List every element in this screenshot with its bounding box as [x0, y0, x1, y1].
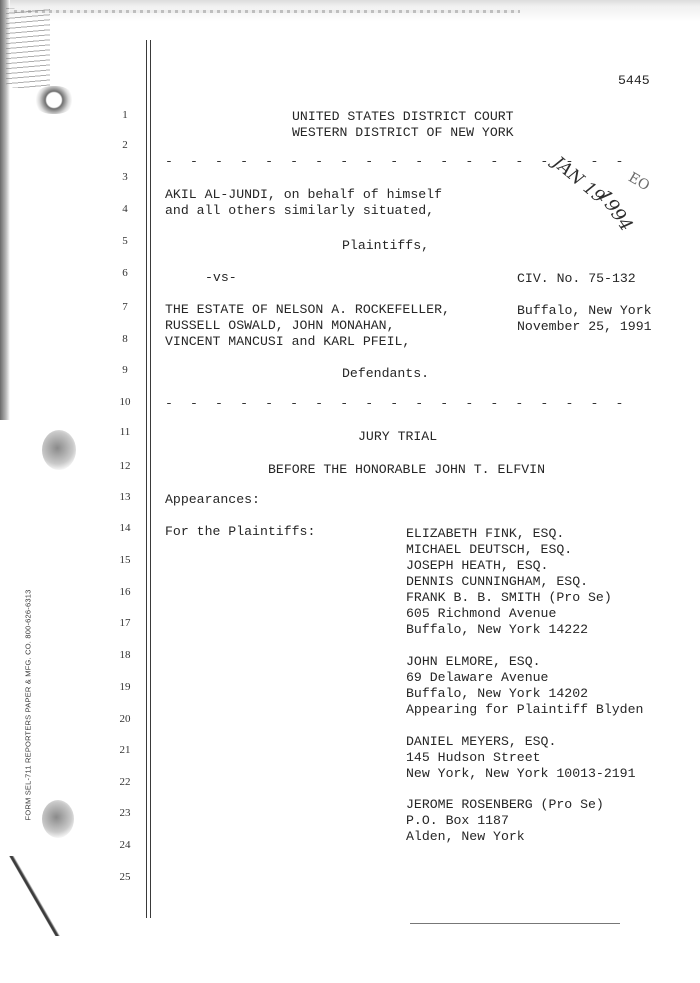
line-number: 11 [119, 426, 131, 438]
counsel-line: JOHN ELMORE, ESQ. [406, 654, 541, 669]
bottom-rule [410, 923, 620, 924]
line-number: 17 [119, 617, 131, 629]
defendants-role: Defendants. [342, 366, 430, 381]
line-number: 22 [119, 776, 131, 788]
line-number: 25 [119, 871, 131, 883]
plaintiffs-role: Plaintiffs, [342, 238, 430, 253]
counsel-line: JOSEPH HEATH, ESQ. [406, 558, 549, 573]
line-number: 2 [122, 139, 128, 151]
case-number: CIV. No. 75-132 [517, 271, 636, 286]
received-date-stamp [540, 152, 670, 260]
plaintiff-name: AKIL AL-JUNDI, on behalf of himself [165, 187, 442, 202]
line-number: 23 [119, 807, 131, 819]
form-footer-text: FORM SEL-711 REPORTERS PAPER & MFG. CO. 800-626-6313 [23, 589, 33, 821]
plaintiff-class: and all others similarly situated, [165, 203, 435, 218]
court-name: UNITED STATES DISTRICT COURT [292, 109, 514, 124]
line-number: 5 [122, 235, 128, 247]
line-number: 21 [119, 744, 131, 756]
defendant-line-3: VINCENT MANCUSI and KARL PFEIL, [165, 334, 411, 349]
counsel-line: DENNIS CUNNINGHAM, ESQ. [406, 574, 589, 589]
counsel-line: Appearing for Plaintiff Blyden [406, 702, 644, 717]
court-district: WESTERN DISTRICT OF NEW YORK [292, 125, 514, 140]
punch-hole-top [34, 86, 74, 114]
caption-separator-top: - - - - - - - - - - - - - - - - - - - [165, 154, 629, 169]
caption-separator-bottom: - - - - - - - - - - - - - - - - - - - [165, 396, 629, 411]
counsel-line: P.O. Box 1187 [406, 813, 509, 828]
form-footer-vertical [18, 550, 38, 860]
counsel-line: New York, New York 10013-2191 [406, 766, 636, 781]
stamp-year: 1994 [593, 185, 637, 236]
page-number: 5445 [618, 73, 650, 88]
counsel-line: Alden, New York [406, 829, 525, 844]
proceeding-title: JURY TRIAL [358, 429, 438, 444]
case-location: Buffalo, New York [517, 303, 652, 318]
line-number: 14 [119, 522, 131, 534]
line-number: 12 [119, 460, 131, 472]
plaintiffs-counsel-label: For the Plaintiffs: [165, 524, 316, 539]
margin-rule-left [146, 40, 147, 918]
margin-rule-right [150, 40, 151, 918]
stamp-date: JAN 19 [548, 152, 609, 208]
counsel-line: FRANK B. B. SMITH (Pro Se) [406, 590, 612, 605]
punch-hole-bottom [42, 800, 74, 838]
line-number: 8 [122, 333, 128, 345]
line-number: 6 [122, 267, 128, 279]
line-number: 7 [122, 301, 128, 313]
line-number: 10 [119, 396, 131, 408]
line-number: 9 [122, 364, 128, 376]
case-date: November 25, 1991 [517, 319, 652, 334]
counsel-line: 145 Hudson Street [406, 750, 541, 765]
line-number: 3 [122, 171, 128, 183]
punch-hole-middle [42, 430, 76, 470]
counsel-line: Buffalo, New York 14222 [406, 622, 589, 637]
scan-edge-top [0, 0, 700, 26]
counsel-line: ELIZABETH FINK, ESQ. [406, 526, 565, 541]
counsel-line: 69 Delaware Avenue [406, 670, 549, 685]
defendant-line-1: THE ESTATE OF NELSON A. ROCKEFELLER, [165, 302, 450, 317]
defendant-line-2: RUSSELL OSWALD, JOHN MONAHAN, [165, 318, 395, 333]
line-number: 24 [119, 839, 131, 851]
line-number: 4 [122, 203, 128, 215]
line-number: 16 [119, 586, 131, 598]
judge-line: BEFORE THE HONORABLE JOHN T. ELFVIN [268, 462, 545, 477]
scan-corner-mark [4, 856, 64, 936]
versus-label: -vs- [205, 270, 237, 285]
appearances-label: Appearances: [165, 492, 260, 507]
line-number: 19 [119, 681, 131, 693]
counsel-line: 605 Richmond Avenue [406, 606, 557, 621]
counsel-line: DANIEL MEYERS, ESQ. [406, 734, 557, 749]
line-number: 13 [119, 491, 131, 503]
counsel-line: JEROME ROSENBERG (Pro Se) [406, 797, 604, 812]
line-number: 1 [122, 109, 128, 121]
scan-noise-band [0, 10, 520, 13]
line-number: 15 [119, 554, 131, 566]
counsel-line: Buffalo, New York 14202 [406, 686, 589, 701]
binder-hatching [6, 8, 50, 88]
line-number: 18 [119, 649, 131, 661]
stamp-suffix: EO [625, 169, 653, 195]
line-number: 20 [119, 713, 131, 725]
counsel-line: MICHAEL DEUTSCH, ESQ. [406, 542, 573, 557]
